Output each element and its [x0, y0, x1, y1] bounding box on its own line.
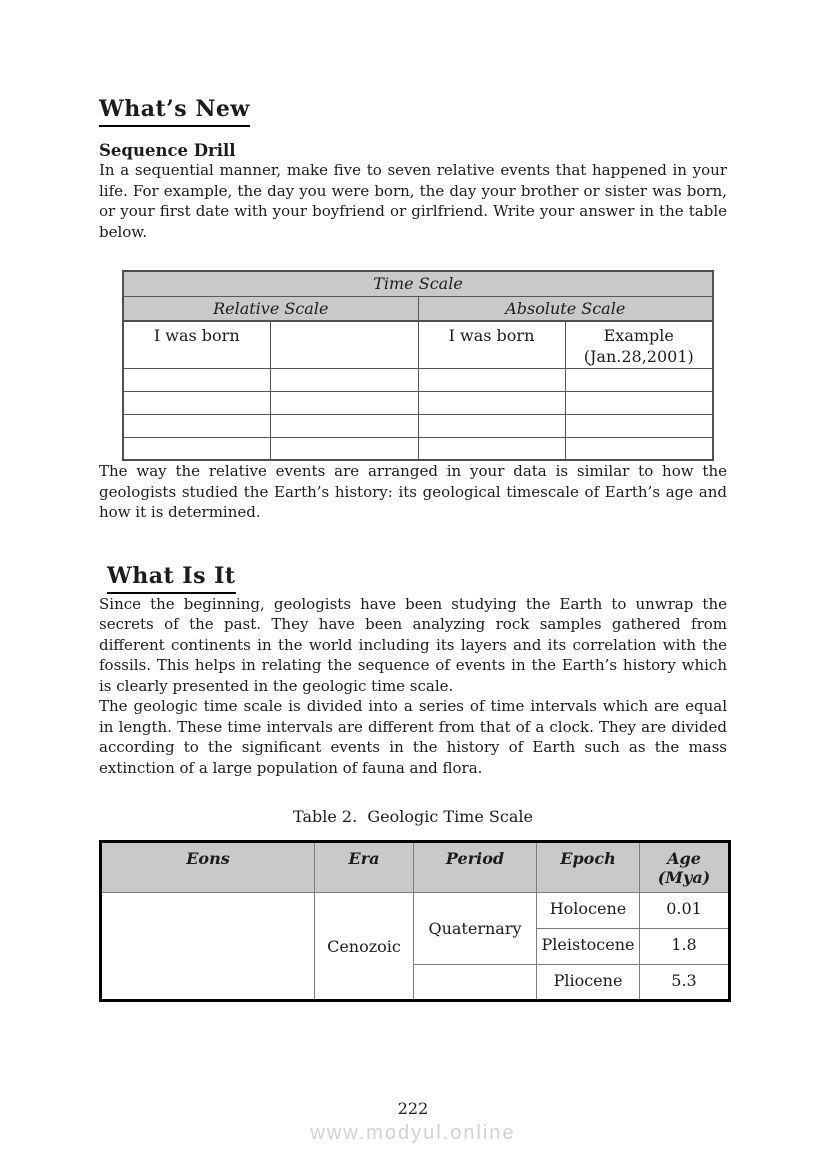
- epoch-cell: Pliocene: [537, 965, 640, 1001]
- relative-blank-cell: [270, 321, 418, 368]
- header-period: Period: [414, 842, 537, 893]
- time-scale-blank-row: [123, 414, 713, 437]
- example-label: Example: [603, 326, 674, 345]
- epoch-cell: Pleistocene: [537, 929, 640, 965]
- eons-blank-cell: [101, 893, 315, 1001]
- time-scale-blank-cell: [418, 414, 565, 437]
- relative-event-cell: I was born: [123, 321, 270, 368]
- example-date-cell: [565, 321, 713, 368]
- geologic-header-row: [101, 842, 730, 893]
- what-is-it-paragraph-2: The geologic time scale is divided into a series of time intervals which are equal in length. These time intervals are different from that of a clock. They are divided according to the significant events in the history of Earth such as the mass extinction of a large population of fauna and flora.: [99, 697, 727, 777]
- age-cell: 0.01: [640, 893, 730, 929]
- example-date: (Jan.28,2001): [583, 347, 694, 366]
- time-scale-blank-cell: [270, 414, 418, 437]
- what-is-it-heading: [107, 563, 727, 594]
- time-scale-table: [122, 270, 714, 461]
- page-number: 222: [397, 1099, 429, 1118]
- time-scale-blank-cell: [565, 437, 713, 460]
- time-scale-blank-cell: [270, 368, 418, 391]
- period-quaternary-cell: Quaternary: [414, 893, 537, 965]
- time-scale-blank-row: [123, 368, 713, 391]
- time-scale-blank-cell: [123, 391, 270, 414]
- time-scale-blank-cell: [565, 414, 713, 437]
- header-epoch: Epoch: [537, 842, 640, 893]
- intro-paragraph: In a sequential manner, make five to seven relative events that happened in your life. For example, the day you were born, the day your brother or sister was born, or your first date with your boyfriend or girlfriend. Write your answer in the table below.: [99, 161, 727, 241]
- absolute-event-cell: I was born: [418, 321, 565, 368]
- time-scale-title: Time Scale: [123, 271, 713, 296]
- whats-new-heading-text: What’s New: [99, 96, 250, 127]
- absolute-scale-header: Absolute Scale: [418, 296, 713, 321]
- time-scale-blank-cell: [270, 391, 418, 414]
- geologic-time-scale-table: [99, 840, 731, 1002]
- time-scale-blank-cell: [418, 437, 565, 460]
- era-cenozoic-cell: Cenozoic: [315, 893, 414, 1001]
- time-scale-blank-cell: [418, 391, 565, 414]
- header-age-mya: Age (Mya): [640, 842, 730, 893]
- whats-new-heading: [99, 0, 727, 127]
- epoch-cell: Holocene: [537, 893, 640, 929]
- watermark: www.modyul.online: [310, 1122, 516, 1144]
- time-scale-blank-cell: [565, 368, 713, 391]
- time-scale-title-row: [123, 271, 713, 296]
- time-scale-subheader-row: [123, 296, 713, 321]
- time-scale-example-row: [123, 321, 713, 368]
- time-scale-blank-cell: [123, 414, 270, 437]
- period-blank-cell: [414, 965, 537, 1001]
- what-is-it-paragraph-1: Since the beginning, geologists have been studying the Earth to unwrap the secrets of the past. They have been analyzing rock samples gathered from different continents in the world including its layers and its correlation with the fossils. This helps in relating the sequence of events in the Earth’s history which is clearly presented in the geologic time scale.: [99, 594, 727, 695]
- header-eons: Eons: [101, 842, 315, 893]
- time-scale-blank-cell: [418, 368, 565, 391]
- time-scale-blank-row: [123, 391, 713, 414]
- time-scale-blank-cell: [123, 437, 270, 460]
- after-table-paragraph: The way the relative events are arranged in your data is similar to how the geologists studied the Earth’s history: its geological timescale of Earth’s age and how it is determined.: [99, 462, 727, 521]
- time-scale-blank-cell: [565, 391, 713, 414]
- time-scale-blank-cell: [123, 368, 270, 391]
- sequence-drill-subheading: Sequence Drill: [99, 141, 236, 160]
- relative-scale-header: Relative Scale: [123, 296, 418, 321]
- time-scale-blank-cell: [270, 437, 418, 460]
- time-scale-blank-row: [123, 437, 713, 460]
- age-cell: 1.8: [640, 929, 730, 965]
- geologic-row-holocene: [101, 893, 730, 929]
- what-is-it-heading-text: What Is It: [107, 563, 236, 594]
- age-cell: 5.3: [640, 965, 730, 1001]
- header-era: Era: [315, 842, 414, 893]
- geologic-table-caption: Table 2. Geologic Time Scale: [293, 807, 533, 826]
